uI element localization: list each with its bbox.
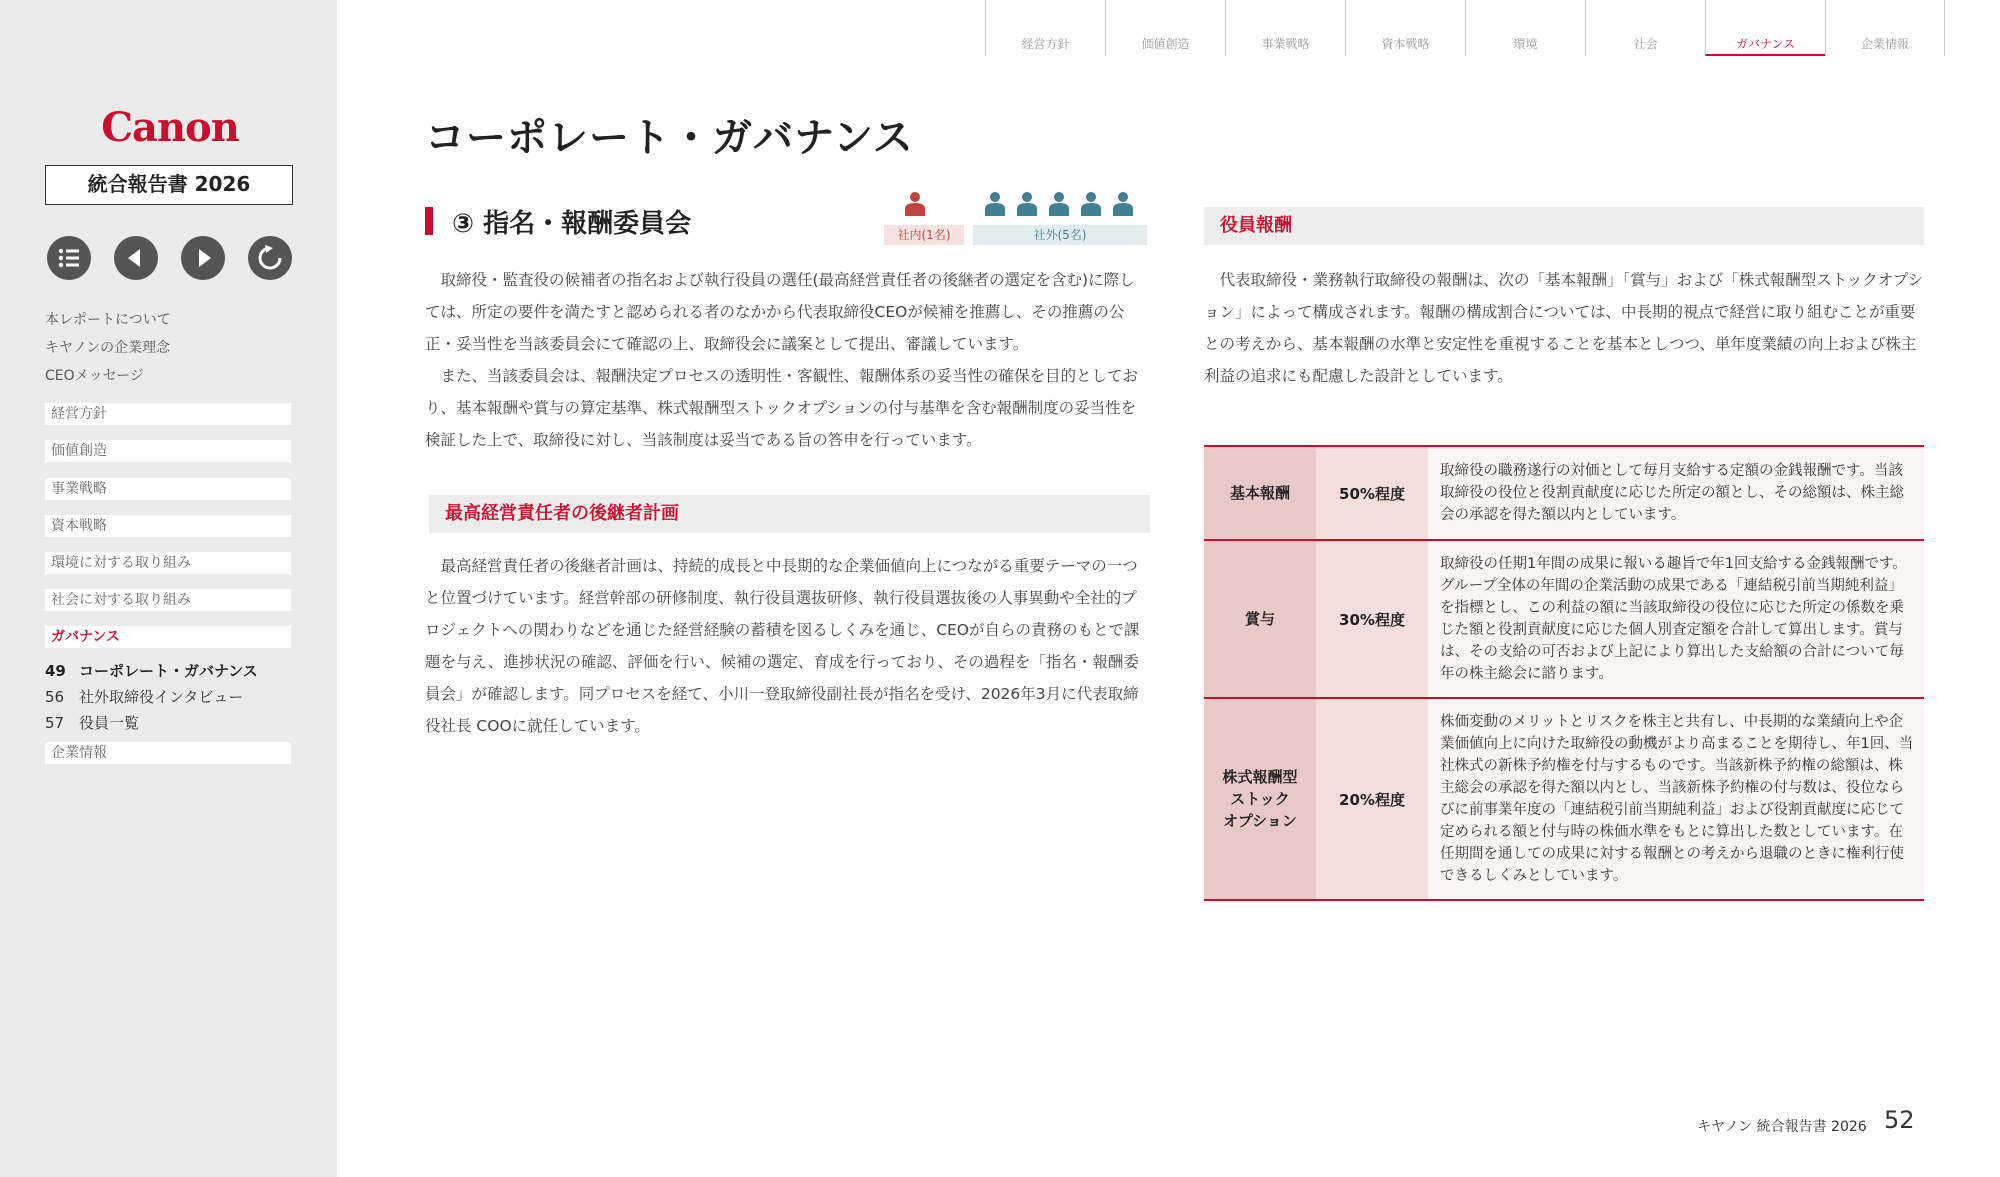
side-cat-value[interactable]: 価値創造 xyxy=(45,440,291,462)
forward-button[interactable] xyxy=(181,236,225,280)
back-icon xyxy=(114,236,158,280)
table-row xyxy=(1204,446,1924,540)
side-link-about[interactable]: 本レポートについて xyxy=(45,312,171,328)
table-row xyxy=(1204,698,1924,900)
side-sub-label: 社外取締役インタビュー xyxy=(79,688,244,706)
compensation-heading: 役員報酬 xyxy=(1204,207,1924,245)
person-external-icon xyxy=(1112,191,1134,217)
page-number: 52 xyxy=(1884,1106,1915,1134)
list-icon xyxy=(47,236,91,280)
side-cat-corporate-info[interactable]: 企業情報 xyxy=(45,742,291,764)
comp-ratio: 50%程度 xyxy=(1316,446,1428,540)
person-external-icon xyxy=(1016,191,1038,217)
tab-policy[interactable]: 経営方針 xyxy=(985,0,1105,56)
side-link-ceo-message[interactable]: CEOメッセージ xyxy=(45,368,144,384)
tab-governance[interactable]: ガバナンス xyxy=(1705,0,1825,56)
succession-heading: 最高経営責任者の後継者計画 xyxy=(429,495,1150,533)
compensation-paragraph: 代表取締役・業務執行取締役の報酬は、次の「基本報酬」「賞与」および「株式報酬型ストックオプション」によって構成されます。報酬の構成割合については、中長期的視点で経営に取り組むことが重要との考えから、基本報酬の水準と安定性を重視することを基本としつつ、単年度業績の向上および株主利益の追求にも配慮した設計としています。 xyxy=(1204,271,1924,385)
side-sub-interview[interactable] xyxy=(45,686,243,707)
comp-type: 基本報酬 xyxy=(1204,446,1316,540)
section-marker xyxy=(425,207,433,235)
tab-capital[interactable]: 資本戦略 xyxy=(1345,0,1465,56)
side-sub-label: コーポレート・ガバナンス xyxy=(79,662,258,680)
reload-button[interactable] xyxy=(248,236,292,280)
internal-member-badge: 社内(1名) xyxy=(884,225,964,245)
side-cat-governance[interactable]: ガバナンス xyxy=(45,626,291,648)
side-sub-officers[interactable] xyxy=(45,712,139,733)
table-row xyxy=(1204,540,1924,698)
comp-description: 株価変動のメリットとリスクを株主と共有し、中長期的な業績向上や企業価値向上に向けた取締役の動機がより高まることを期待し、年1回、当社株式の新株予約権を付与するものです。当該新株予約権の総額は、株主総会の承認を得た額以内とし、当該新株予約権の付与数は、役位ならびに前事業年度の「連結税引前当期純利益」および役割貢献度に応じて定められる額と付与時の株価水準をもとに算出した数としています。在任期間を通しての成果に対する報酬との考えから退職のときに権利行使できるしくみとしています。 xyxy=(1428,698,1924,900)
canon-logo[interactable]: Canon xyxy=(101,104,239,151)
back-button[interactable] xyxy=(114,236,158,280)
sidebar xyxy=(0,0,337,1177)
person-external-icon xyxy=(984,191,1006,217)
comp-ratio: 20%程度 xyxy=(1316,698,1428,900)
comp-description: 取締役の任期1年間の成果に報いる趣旨で年1回支給する金銭報酬です。グループ全体の年間の企業活動の成果である「連結税引前当期純利益」を指標とし、この利益の額に当該取締役の役位に応じた所定の係数を乗じた額と役割貢献度に応じた個人別査定額を合計して算出します。賞与は、その支給の可否および上記により算出した支給額の合計について毎年の株主総会に諮ります。 xyxy=(1428,540,1924,698)
side-cat-capital[interactable]: 資本戦略 xyxy=(45,515,291,537)
side-cat-business[interactable]: 事業戦略 xyxy=(45,478,291,500)
tab-business[interactable]: 事業戦略 xyxy=(1225,0,1345,56)
report-title: 統合報告書 2026 xyxy=(45,165,293,205)
person-external-icon xyxy=(1080,191,1102,217)
compensation-table xyxy=(1204,445,1924,901)
forward-icon xyxy=(181,236,225,280)
committee-paragraph-1: 取締役・監査役の候補者の指名および執行役員の選任(最高経営責任者の後継者の選定を含む)に際しては、所定の要件を満たすと認められる者のなかから代表取締役CEOが候補を推薦し、その推薦の公正・妥当性を当該委員会にて確認の上、取締役会に議案として提出、審議しています。 xyxy=(425,271,1135,353)
tab-environment[interactable]: 環境 xyxy=(1465,0,1585,56)
side-sub-num: 56 xyxy=(45,688,65,706)
top-nav-tabs xyxy=(985,0,1945,56)
footer-report-label: キヤノン 統合報告書 2026 xyxy=(1697,1119,1867,1135)
page-title: コーポレート・ガバナンス xyxy=(425,115,914,161)
side-sub-num: 49 xyxy=(45,662,66,680)
tab-society[interactable]: 社会 xyxy=(1585,0,1705,56)
side-sub-num: 57 xyxy=(45,714,65,732)
tab-corporate-info[interactable]: 企業情報 xyxy=(1825,0,1945,56)
external-member-badge: 社外(5名) xyxy=(973,225,1147,245)
tab-value[interactable]: 価値創造 xyxy=(1105,0,1225,56)
person-internal-icon xyxy=(904,191,926,217)
side-sub-label: 役員一覧 xyxy=(79,714,140,732)
side-cat-policy[interactable]: 経営方針 xyxy=(45,403,291,425)
person-external-icon xyxy=(1048,191,1070,217)
comp-type: 株式報酬型 ストック オプション xyxy=(1204,698,1316,900)
reload-icon xyxy=(248,236,292,280)
committee-paragraph-2: また、当該委員会は、報酬決定プロセスの透明性・客観性、報酬体系の妥当性の確保を目的としており、基本報酬や賞与の算定基準、株式報酬型ストックオプションの付与基準を含む報酬制度の妥当性を検証した上で、取締役に対し、当該制度は妥当である旨の答申を行っています。 xyxy=(425,367,1139,449)
committee-title: ③ 指名・報酬委員会 xyxy=(452,209,692,239)
side-sub-corporate-governance[interactable] xyxy=(45,660,258,681)
succession-paragraph: 最高経営責任者の後継者計画は、持続的成長と中長期的な企業価値向上につながる重要テーマの一つと位置づけています。経営幹部の研修制度、執行役員選抜研修、執行役員選抜後の人事異動や全社的プロジェクトへの関わりなどを通じた経営経験の蓄積を図るしくみを通じ、CEOが自らの責務のもとで課題を与え、進捗状況の確認、評価を行い、候補の選定、育成を行っており、その過程を「指名・報酬委員会」が確認します。同プロセスを経て、小川一登取締役副社長が指名を受け、2026年3月に代表取締役社長 COOに就任しています。 xyxy=(425,557,1140,735)
side-link-philosophy[interactable]: キヤノンの企業理念 xyxy=(45,340,171,356)
list-button[interactable] xyxy=(47,236,91,280)
comp-description: 取締役の職務遂行の対価として毎月支給する定額の金銭報酬です。当該取締役の役位と役割貢献度に応じた所定の額とし、その総額は、株主総会の承認を得た額以内としています。 xyxy=(1428,446,1924,540)
side-cat-environment[interactable]: 環境に対する取り組み xyxy=(45,552,291,574)
comp-ratio: 30%程度 xyxy=(1316,540,1428,698)
side-cat-society[interactable]: 社会に対する取り組み xyxy=(45,589,291,611)
comp-type: 賞与 xyxy=(1204,540,1316,698)
